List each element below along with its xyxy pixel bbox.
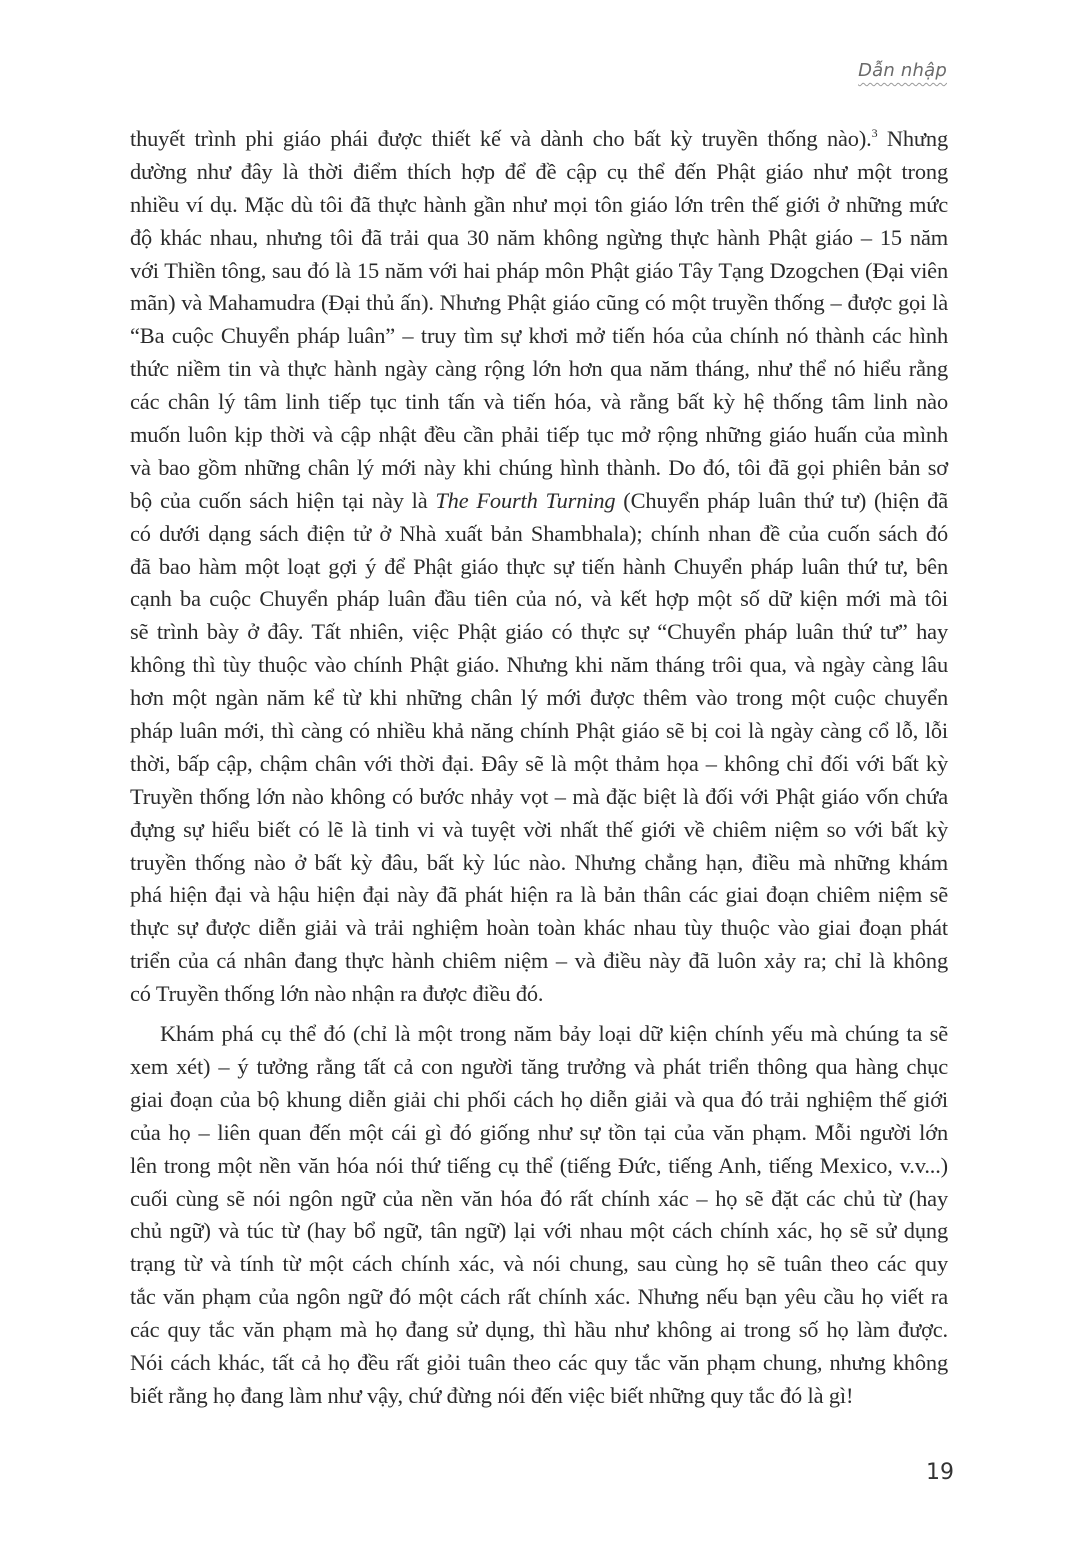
text-segment: triển của cá nhân đang thực hành chiêm niệm – và điều này đã luôn xảy ra; chỉ là không	[130, 948, 948, 974]
text-line	[130, 1150, 948, 1183]
text-segment: thực sự được diễn giải và trải nghiệm hoàn toàn khác nhau tùy thuộc vào giai đoạn phát	[130, 915, 948, 941]
text-line	[130, 616, 948, 649]
footnote-marker[interactable]: 3	[871, 126, 878, 140]
text-line	[130, 518, 948, 551]
running-header-title: Dẫn nhập	[858, 60, 947, 81]
text-line	[130, 255, 948, 288]
text-segment: mãn) và Mahamudra (Đại thủ ấn). Nhưng Phật giáo cũng có một truyền thống – được gọi là	[130, 290, 948, 316]
text-segment: có dưới dạng sách điện tử ở Nhà xuất bản Shambhala); chính nhan đề của cuốn sách đó	[130, 520, 948, 546]
text-segment: Nói cách khác, tất cả họ đều rất giỏi tuân theo các quy tắc văn phạm chung, nhưng không	[130, 1349, 948, 1375]
text-line	[130, 748, 948, 781]
text-line	[130, 715, 948, 748]
text-line	[130, 1051, 948, 1084]
text-line	[130, 287, 948, 320]
text-segment: cuối cùng sẽ nói ngôn ngữ của nền văn hóa đó rất chính xác – họ sẽ đặt các chủ từ (hay	[130, 1185, 948, 1211]
text-segment: truyền thống nào ở bất kỳ đâu, bất kỳ lúc nào. Nhưng chẳng hạn, điều mà những khám	[130, 849, 948, 875]
text-segment: Truyền thống lớn nào không có bước nhảy vọt – mà đặc biệt là đối với Phật giáo vốn chứa	[130, 783, 948, 809]
text-line	[130, 353, 948, 386]
text-segment: các quy tắc văn phạm mà họ đang sử dụng, thì hầu như không ai trong số họ làm được.	[130, 1317, 948, 1343]
text-line	[130, 583, 948, 616]
text-segment: cạnh ba cuộc Chuyển pháp luân đầu tiên của nó, và kết hợp một số dữ kiện mới mà tôi	[130, 586, 948, 612]
text-line	[130, 879, 948, 912]
paragraph	[130, 1018, 948, 1413]
book-title-italic: The Fourth Turning	[435, 487, 616, 513]
text-line	[130, 781, 948, 814]
text-line	[130, 945, 948, 978]
text-line	[130, 1215, 948, 1248]
text-line	[130, 1117, 948, 1150]
text-line	[130, 386, 948, 419]
text-line	[130, 1084, 948, 1117]
text-segment: và bao gồm những chân lý mới này khi chúng hình thành. Do đó, tôi đã gọi phiên bản sơ	[130, 454, 948, 480]
text-line	[130, 814, 948, 847]
text-segment: thức niềm tin và thực hành ngày càng rộng lớn hơn qua năm tháng, như thể nó hiểu rằng	[130, 356, 948, 382]
text-line	[130, 1018, 948, 1051]
text-line	[130, 1281, 948, 1314]
text-line	[130, 222, 948, 255]
text-line	[130, 320, 948, 353]
page-number: 19	[926, 1460, 954, 1485]
text-line	[130, 912, 948, 945]
text-segment: các chân lý tâm linh tiếp tục tinh tấn và tiến hóa, và rằng bất kỳ hệ thống tâm linh nào	[130, 389, 948, 415]
text-segment: pháp luân mới, thì càng có nhiều khả năng chính Phật giáo sẽ bị coi là ngày càng cổ lỗ, lỗi	[130, 718, 948, 744]
text-segment: chủ ngữ) và túc từ (hay bổ ngữ, tân ngữ) lại với nhau một cách chính xác, họ sẽ sử dụng	[130, 1218, 948, 1244]
text-line	[130, 978, 948, 1011]
text-segment: trạng từ và tính từ một cách chính xác, và nói chung, sau cùng họ sẽ tuân theo các quy	[130, 1251, 948, 1277]
text-segment: với Thiền tông, sau đó là 15 năm với hai pháp môn Phật giáo Tây Tạng Dzogchen (Đại viên	[130, 257, 948, 283]
text-segment: Khám phá cụ thể đó (chỉ là một trong năm bảy loại dữ kiện chính yếu mà chúng ta sẽ	[160, 1021, 948, 1047]
body-text	[130, 123, 948, 1413]
text-line	[130, 847, 948, 880]
text-line	[130, 1183, 948, 1216]
text-line	[130, 1380, 948, 1413]
text-segment: đã bao hàm một loạt gợi ý để Phật giáo thực sự tiến hành Chuyển pháp luân thứ tư, bên	[130, 553, 948, 579]
text-line	[130, 682, 948, 715]
text-line	[130, 1347, 948, 1380]
text-line	[130, 649, 948, 682]
text-segment: có Truyền thống lớn nào nhận ra được điều đó.	[130, 981, 544, 1007]
text-line	[130, 156, 948, 189]
paragraph	[130, 123, 948, 1011]
text-segment: độ khác nhau, nhưng tôi đã trải qua 30 năm không ngừng thực hành Phật giáo – 15 năm	[130, 224, 948, 250]
text-segment: (Chuyển pháp luân thứ tư) (hiện đã	[615, 487, 948, 513]
text-segment: “Ba cuộc Chuyển pháp luân” – truy tìm sự khơi mở tiến hóa của chính nó thành các hình	[130, 323, 948, 349]
text-segment: phá hiện đại và hậu hiện đại này đã phát hiện ra là bản thân các giai đoạn chiêm niệm sẽ	[130, 882, 948, 908]
text-line	[130, 1314, 948, 1347]
text-segment: tắc văn phạm của ngôn ngữ đó một cách rất chính xác. Nhưng nếu bạn yêu cầu họ viết ra	[130, 1284, 948, 1310]
text-segment: muốn luôn kịp thời và cập nhật đều cần phải tiếp tục mở rộng những giáo huấn của mình	[130, 422, 948, 448]
text-segment: giai đoạn của bộ khung diễn giải chi phối cách họ diễn giải và qua đó trải nghiệm thế giới	[130, 1086, 948, 1112]
text-segment: dường như đây là thời điểm thích hợp để đề cập cụ thể đến Phật giáo như một trong	[130, 158, 948, 184]
text-line	[130, 551, 948, 584]
text-line	[130, 1248, 948, 1281]
text-line	[130, 189, 948, 222]
text-segment: thời, bấp cập, chậm chân với thời đại. Đây sẽ là một thảm họa – không chỉ đối với bất kỳ	[130, 750, 948, 776]
text-segment: Nhưng	[877, 126, 948, 151]
text-line	[130, 123, 948, 156]
text-segment: xem xét) – ý tưởng rằng tất cả con người tăng trưởng và phát triển thông qua hàng chục	[130, 1053, 948, 1079]
text-segment: bộ của cuốn sách hiện tại này là	[130, 487, 436, 513]
text-segment: hơn một ngàn năm kể từ khi những chân lý mới được thêm vào trong một cuộc chuyển	[130, 685, 948, 711]
text-segment: sẽ trình bày ở đây. Tất nhiên, việc Phật giáo có thực sự “Chuyển pháp luân thứ tư” hay	[130, 619, 948, 645]
text-segment: nhiều ví dụ. Mặc dù tôi đã thực hành gần như mọi tôn giáo lớn trên thế giới ở những mức	[130, 191, 948, 217]
text-line	[130, 485, 948, 518]
text-segment: đựng sự hiểu biết có lẽ là tinh vi và tuyệt vời nhất thế giới về chiêm niệm so với bất kỳ	[130, 816, 948, 842]
text-segment: của họ – liên quan đến một cái gì đó giống như sự tồn tại của văn phạm. Mỗi người lớn	[130, 1119, 948, 1145]
text-line	[130, 419, 948, 452]
text-segment: biết rằng họ đang làm như vậy, chứ đừng nói đến việc biết những quy tắc đó là gì!	[130, 1382, 854, 1408]
text-segment: thuyết trình phi giáo phái được thiết kế và dành cho bất kỳ truyền thống nào).	[130, 126, 872, 151]
text-line	[130, 452, 948, 485]
text-segment: không thì tùy thuộc vào chính Phật giáo. Nhưng khi năm tháng trôi qua, và ngày càng lâu	[130, 652, 948, 678]
text-segment: lên trong một nền văn hóa nói thứ tiếng cụ thể (tiếng Đức, tiếng Anh, tiếng Mexico, v.v...)	[130, 1152, 948, 1178]
